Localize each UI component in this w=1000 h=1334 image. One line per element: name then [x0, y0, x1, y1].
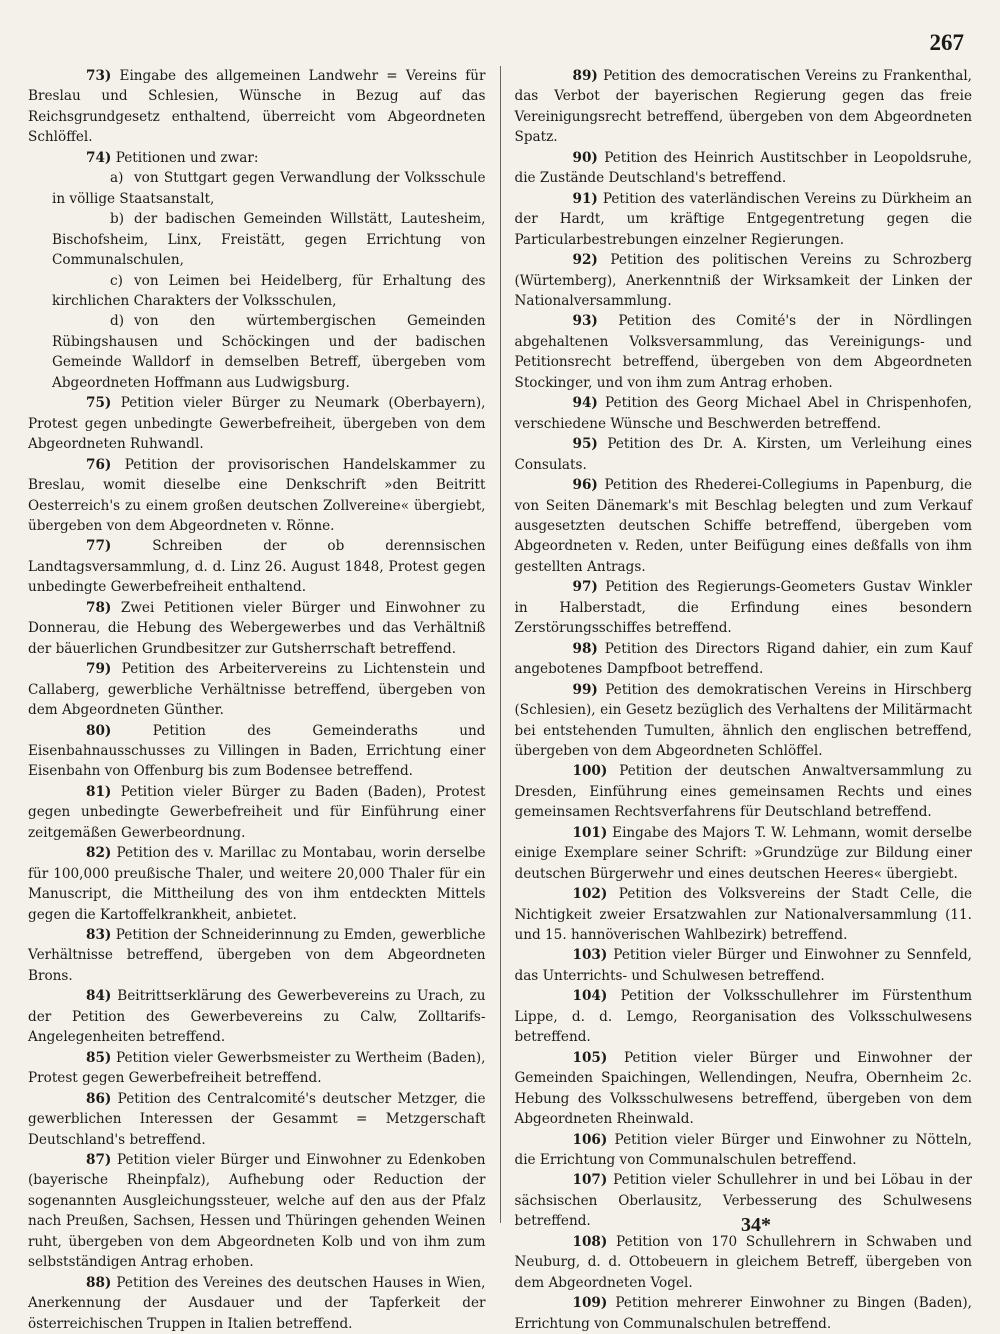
- sub-item: [28, 271, 486, 312]
- entry-text: Petition der Schneiderinnung zu Emden, gewerbliche Verhältnisse betreffend, übergeben von dem Abgeordneten Brons.: [28, 927, 486, 984]
- sub-item: [28, 311, 486, 393]
- entry-text: Zwei Petitionen vieler Bürger und Einwohner zu Donnerau, die Hebung des Webergewerbes und das Verhältniß der bäuerlichen Grundbesitzer zur Gutsherrschaft betreffend.: [28, 599, 486, 657]
- entry-paragraph: [28, 986, 486, 1047]
- entry-number: 81): [86, 783, 112, 800]
- entry-paragraph: [28, 393, 486, 454]
- entry-text: Petition vieler Bürger und Einwohner zu Nötteln, die Errichtung von Communalschulen betreffend.: [514, 1131, 972, 1169]
- entry-paragraph: [515, 577, 973, 638]
- entry-number: 87): [86, 1152, 112, 1169]
- entry-paragraph: [515, 189, 973, 250]
- sub-item: [28, 168, 486, 209]
- petition-entry: [515, 148, 973, 189]
- petition-entry: [515, 1130, 973, 1171]
- petition-entry: [515, 434, 973, 475]
- entry-number: 82): [86, 845, 112, 862]
- entry-text: Petitionen und zwar:: [115, 149, 259, 166]
- entry-number: 78): [86, 599, 112, 616]
- entry-number: 95): [572, 436, 598, 453]
- petition-entry: [28, 148, 486, 393]
- entry-paragraph: [28, 721, 486, 782]
- petition-entry: [515, 823, 973, 884]
- entry-number: 106): [572, 1131, 608, 1148]
- entry-text: Petition des vaterländischen Vereins zu Dürkheim an der Hardt, um kräftige Entgegentretung gegen die Particularbestrebungen einzelner Regierungen.: [514, 190, 972, 248]
- petition-entry: [28, 1273, 486, 1334]
- entry-text: Petition vieler Gewerbsmeister zu Wertheim (Baden), Protest gegen Gewerbefreiheit betreffend.: [28, 1049, 486, 1087]
- entry-number: 97): [572, 579, 598, 596]
- entry-paragraph: [515, 1293, 973, 1334]
- page-number: 267: [929, 30, 964, 55]
- petition-entry: [515, 577, 973, 638]
- entry-number: 74): [86, 149, 112, 166]
- petition-entry: [28, 66, 486, 148]
- entry-text: Petition mehrerer Einwohner zu Bingen (Baden), Errichtung von Communalschulen betreffend.: [514, 1295, 972, 1332]
- entry-number: 99): [572, 681, 598, 698]
- entry-paragraph: [28, 536, 486, 597]
- sub-item-label: d): [110, 313, 125, 330]
- entry-number: 94): [572, 395, 598, 412]
- entry-text: Petition des Centralcomité's deutscher Metzger, die gewerblichen Interessen der Gesammt = Metzgerschaft Deutschland's betreffend.: [28, 1090, 486, 1148]
- entry-text: Petition der Volksschullehrer im Fürstenthum Lippe, d. d. Lemgo, Reorganisation des Volksschulwesens betreffend.: [514, 988, 972, 1046]
- entry-number: 76): [86, 456, 112, 473]
- entry-paragraph: [28, 782, 486, 843]
- sub-item-text: von Leimen bei Heidelberg, für Erhaltung des kirchlichen Charakters der Volksschulen,: [52, 272, 486, 309]
- entry-number: 90): [572, 149, 598, 166]
- entry-text: Petition vieler Bürger und Einwohner zu Edenkoben (bayerische Rheinpfalz), Aufhebung oder Reduction der sogenannten Ausgleichungssteuer, welche auf den aus der Pfalz nach Preußen, Sachsen, Hessen und Thüringen gehenden Weinen ruht, übergeben von dem Abgeordneten Kolb und von ihm zum selbstständigen Antrag erhoben.: [28, 1152, 486, 1271]
- entry-number: 101): [572, 824, 608, 841]
- entry-text: Petition des democratischen Vereins zu Frankenthal, das Verbot der bayerischen Regierung gegen das freie Vereinigungsrecht betreffend, übergeben von dem Abgeordneten Spatz.: [514, 68, 972, 146]
- entry-text: Petition des Georg Michael Abel in Chrispenhofen, verschiedene Wünsche und Beschwerden betreffend.: [514, 395, 972, 432]
- entry-text: Petition des politischen Vereins zu Schrozberg (Würtemberg), Anerkenntniß der Wirksamkeit der Linken der Nationalversammlung.: [514, 252, 972, 309]
- entry-number: 91): [572, 190, 598, 207]
- sub-item-label: c): [110, 272, 123, 289]
- entry-text: Petition des Regierungs-Geometers Gustav Winkler in Halberstadt, die Erfindung eines besondern Zerstörungsschiffes betreffend.: [514, 579, 973, 637]
- sub-item-text: von den würtembergischen Gemeinden Rübingshausen und Schöckingen und der badischen Gemeinde Walldorf in demselben Betreff, übergeben vom Abgeordneten Hoffmann aus Ludwigsburg.: [52, 313, 486, 391]
- entry-number: 108): [572, 1233, 608, 1250]
- entry-number: 86): [86, 1090, 112, 1107]
- petition-entry: [28, 536, 486, 597]
- entry-text: Petition des Volksvereins der Stadt Celle, die Nichtigkeit zweier Ersatzwahlen zur Nationalversammlung (11. und 15. hannöverischen Wahlbezirk) betreffend.: [514, 886, 972, 944]
- entry-text: Petition vieler Bürger zu Baden (Baden), Protest gegen unbedingte Gewerbefreiheit und für Einführung einer zeitgemäßen Gewerbeordnung.: [28, 783, 486, 841]
- entry-number: 75): [86, 395, 112, 412]
- entry-paragraph: [28, 1048, 486, 1089]
- petition-entry: [28, 986, 486, 1047]
- entry-paragraph: [515, 639, 973, 680]
- entry-text: Petition vieler Bürger zu Neumark (Oberbayern), Protest gegen unbedingte Gewerbefreiheit, übergeben von dem Abgeordneten Ruhwandl.: [28, 395, 486, 453]
- entry-number: 84): [86, 988, 112, 1005]
- entry-paragraph: [515, 66, 973, 148]
- entry-text: Eingabe des Majors T. W. Lehmann, womit derselbe einige Exemplare seiner Schrift: »Grundzüge zur Bildung einer deutschen Bürgerwehr und eines deutschen Heeres« übergiebt.: [514, 824, 972, 882]
- entry-text: Petition von 170 Schullehrern in Schwaben und Neuburg, d. d. Ottobeuern in gleichem Betreff, übergeben von dem Abgeordneten Vogel.: [514, 1233, 972, 1291]
- entry-number: 96): [572, 477, 598, 494]
- entry-paragraph: [515, 434, 973, 475]
- petition-entry: [515, 475, 973, 577]
- petition-entry: [515, 189, 973, 250]
- entry-text: Petition des Gemeinderaths und Eisenbahnausschusses zu Villingen in Baden, Errichtung einer Eisenbahn von Offenburg bis zum Bodensee betreffend.: [28, 722, 486, 780]
- entry-paragraph: [515, 761, 973, 822]
- entry-text: Schreiben der ob derennsischen Landtagsversammlung, d. d. Linz 26. August 1848, Protest gegen unbedingte Gewerbefreiheit enthaltend.: [28, 538, 486, 596]
- entry-paragraph: [515, 680, 973, 762]
- signature-mark: 34*: [741, 1214, 771, 1236]
- entry-number: 98): [572, 640, 598, 657]
- entry-text: Petition des Comité's der in Nördlingen abgehaltenen Volksversammlung, das Vereinigungs- und Petitionsrecht betreffend, übergeben von dem Abgeordneten Stockinger, und von ihm zum Antrag erhoben.: [514, 313, 973, 391]
- entry-number: 109): [572, 1295, 608, 1312]
- entry-paragraph: [28, 1089, 486, 1150]
- petition-entry: [515, 311, 973, 393]
- entry-paragraph: [515, 250, 973, 311]
- sub-item-text: von Stuttgart gegen Verwandlung der Volksschule in völlige Staatsanstalt,: [52, 170, 486, 207]
- entry-text: Petition vieler Bürger und Einwohner zu Sennfeld, das Unterrichts- und Schulwesen betreffend.: [514, 947, 972, 984]
- entry-paragraph: [28, 1273, 486, 1334]
- petition-entry: [515, 66, 973, 148]
- petition-entry: [28, 925, 486, 986]
- entry-number: 93): [572, 313, 598, 330]
- petition-entry: [28, 1089, 486, 1150]
- entry-paragraph: [515, 148, 973, 189]
- entry-paragraph: [515, 986, 973, 1047]
- entry-paragraph: [28, 659, 486, 720]
- petition-entry: [28, 659, 486, 720]
- entry-text: Petition vieler Bürger und Einwohner der Gemeinden Spaichingen, Wellendingen, Neufra, Obernheim 2c. Hebung des Volksschulwesens betreffend, übergeben von dem Abgeordneten Rheinwald.: [514, 1049, 972, 1128]
- entry-text: Petition des Heinrich Austitschber in Leopoldsruhe, die Zustände Deutschland's betreffend.: [514, 149, 972, 187]
- entry-text: Petition vieler Schullehrer in und bei Löbau in der sächsischen Oberlausitz, Verbesserung des Schulwesens betreffend.: [514, 1172, 973, 1230]
- entry-text: Petition der deutschen Anwaltversammlung zu Dresden, Einführung eines gemeinsamen Rechts und eines gemeinsamen Rechtsverfahrens für Deutschland betreffend.: [514, 763, 972, 821]
- entry-number: 79): [86, 661, 112, 678]
- petition-entry: [28, 721, 486, 782]
- petition-entry: [28, 1150, 486, 1273]
- entry-number: 88): [86, 1274, 112, 1291]
- petition-entry: [515, 250, 973, 311]
- entry-number: 89): [572, 68, 598, 84]
- entry-paragraph: [28, 455, 486, 537]
- entry-paragraph: [515, 945, 973, 986]
- entry-text: Petition des Arbeitervereins zu Lichtenstein und Callaberg, gewerbliche Verhältnisse betreffend, übergeben von dem Abgeordneten Günther.: [28, 661, 486, 719]
- entry-paragraph: [515, 1232, 973, 1293]
- entry-text: Beitrittserklärung des Gewerbevereins zu Urach, zu der Petition des Gewerbevereins zu Calw, Zolltarifs-Angelegenheiten betreffend.: [28, 988, 486, 1046]
- entry-number: 100): [572, 763, 608, 780]
- entry-text: Petition des demokratischen Vereins in Hirschberg (Schlesien), ein Gesetz bezüglich des Verhaltens der Militärmacht bei entstehenden Tumulten, ähnlich den englischen betreffend, übergeben von dem Abgeordneten Schlöffel.: [514, 681, 972, 759]
- entry-number: 80): [86, 722, 112, 739]
- entry-paragraph: [28, 148, 486, 168]
- sub-item-label: b): [110, 211, 125, 228]
- petition-entry: [515, 945, 973, 986]
- entry-number: 107): [572, 1172, 608, 1189]
- petition-entry: [28, 393, 486, 454]
- entry-paragraph: [515, 475, 973, 577]
- entry-paragraph: [28, 925, 486, 986]
- petition-entry: [515, 639, 973, 680]
- entry-number: 102): [572, 886, 608, 903]
- entry-text: Eingabe des allgemeinen Landwehr = Vereins für Breslau und Schlesien, Wünsche in Bezug auf das Reichsgrundgesetz enthaltend, überreicht vom Abgeordneten Schlöffel.: [28, 68, 486, 146]
- entry-text: Petition der provisorischen Handelskammer zu Breslau, womit dieselbe eine Denkschrift »den Beitritt Oesterreich's zu einem großen deutschen Zollvereine« übergiebt, übergeben von dem Abgeordneten v. Rönne.: [28, 456, 486, 534]
- petition-entry: [515, 393, 973, 434]
- entry-paragraph: [28, 598, 486, 659]
- petition-entry: [515, 680, 973, 762]
- entry-number: 92): [572, 252, 598, 269]
- left-column: [28, 66, 486, 1332]
- petition-entry: [28, 782, 486, 843]
- entry-text: Petition des Vereines des deutschen Hauses in Wien, Anerkennung der Ausdauer und der Tapferkeit der österreichischen Truppen in Italien betreffend.: [28, 1274, 486, 1332]
- entry-paragraph: [515, 1048, 973, 1130]
- entry-number: 85): [86, 1049, 112, 1066]
- petition-entry: [515, 761, 973, 822]
- entry-paragraph: [515, 823, 973, 884]
- entry-number: 77): [86, 538, 112, 555]
- petition-entry: [515, 884, 973, 945]
- entry-text: Petition des Directors Rigand dahier, ein zum Kauf angebotenes Dampfboot betreffend.: [514, 640, 972, 678]
- sub-item-text: der badischen Gemeinden Willstätt, Lautesheim, Bischofsheim, Linx, Freistätt, gegen Errichtung von Communalschulen,: [52, 211, 486, 269]
- column-divider: [500, 66, 501, 1223]
- entry-paragraph: [28, 843, 486, 925]
- sub-item-label: a): [110, 170, 124, 187]
- entry-number: 83): [86, 927, 112, 944]
- entry-paragraph: [28, 1150, 486, 1273]
- entry-number: 103): [572, 947, 608, 964]
- petition-entry: [515, 1048, 973, 1130]
- petition-entry: [515, 1293, 973, 1334]
- entry-paragraph: [515, 1130, 973, 1171]
- petition-entry: [515, 1232, 973, 1293]
- petition-entry: [515, 986, 973, 1047]
- entry-text: Petition des Dr. A. Kirsten, um Verleihung eines Consulats.: [514, 436, 972, 473]
- entry-text: Petition des v. Marillac zu Montabau, worin derselbe für 100,000 preußische Thaler, und weitere 20,000 Thaler für ein Manuscript, die Mittheilung des von ihm entdeckten Mittels gegen die Kartoffelkrankheit, anbietet.: [28, 845, 486, 923]
- entry-number: 105): [572, 1049, 608, 1066]
- petition-entry: [28, 598, 486, 659]
- entry-paragraph: [515, 393, 973, 434]
- petition-entry: [28, 455, 486, 537]
- entry-paragraph: [515, 311, 973, 393]
- petition-entry: [28, 1048, 486, 1089]
- entry-number: 73): [86, 68, 112, 84]
- entry-number: 104): [572, 988, 608, 1005]
- sub-item: [28, 209, 486, 270]
- entry-paragraph: [28, 66, 486, 148]
- entry-text: Petition des Rhederei-Collegiums in Papenburg, die von Seiten Dänemark's mit Beschlag belegten und zum Verkauf ausgesetzten deutschen Schiffe betreffend, übergeben vom Abgeordneten v. Reden, unter Beifügung eines deßfalls von ihm gestellten Antrags.: [514, 477, 973, 575]
- entry-paragraph: [515, 884, 973, 945]
- petition-entry: [28, 843, 486, 925]
